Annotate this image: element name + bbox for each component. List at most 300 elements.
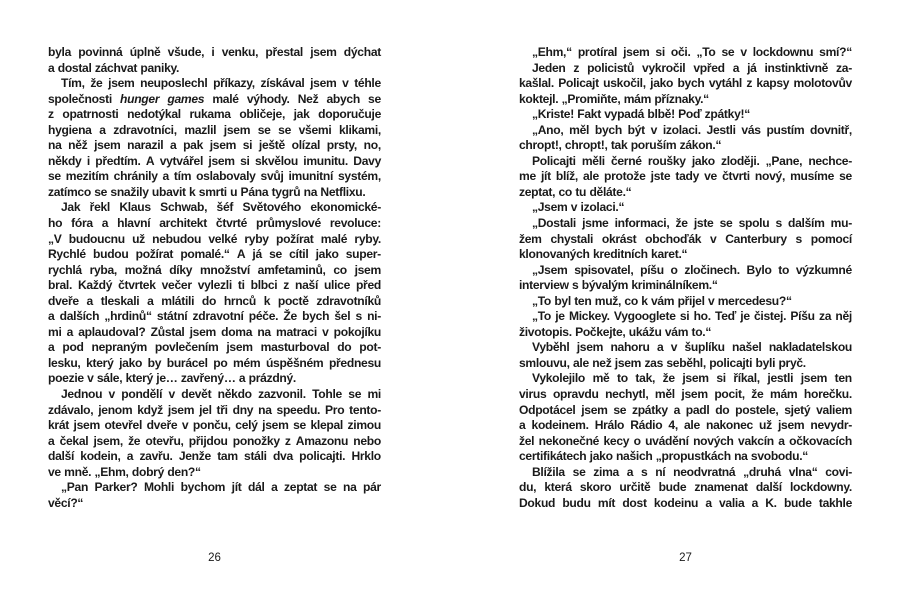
text-line [48,480,381,496]
word: zas [644,355,664,370]
text-line [48,496,381,512]
word: já [747,60,757,75]
word: uvádění [645,433,689,448]
word: se [48,169,61,184]
word: oslabovaly [196,169,256,184]
word: pot- [359,340,381,355]
word: snažily [110,184,149,199]
word: na [48,138,62,153]
word: pomocí [810,231,852,246]
text-line [48,371,381,387]
word: chystali [550,231,594,246]
word: jak [293,107,310,122]
word: s [640,464,648,479]
word: dovnitř, [810,122,852,137]
word: v [181,418,189,433]
word: určitě [619,480,651,495]
word: molotovův [793,76,852,91]
word: požírat [135,247,174,262]
word: jsem [581,402,608,417]
word: Policajt [558,76,599,91]
text-line [48,107,381,123]
word: vylezli [197,278,232,293]
word: si [240,153,250,168]
word: výzkumné [795,262,852,277]
word: nekonečné [538,433,600,448]
word: získával [260,76,305,91]
word: mlátili [161,293,195,308]
word: jste [693,216,714,231]
text-line [519,449,852,465]
word: mám [623,91,652,106]
word: Počkejte, [575,324,626,339]
word: obchoďák [645,231,702,246]
word: přijdou [188,433,228,448]
word: a [99,122,106,137]
word: a [48,60,55,75]
word: v [168,387,175,402]
word: z [573,60,580,75]
word: Mickey. [568,309,610,324]
text-line [519,434,852,450]
word: jsem [576,340,604,355]
text-line [519,138,852,154]
word: me [519,169,536,184]
word: Zůstal [150,324,185,339]
word: ulice [323,278,351,293]
word: jsem [108,76,135,91]
word: Tím, [61,76,85,91]
word: valia [718,495,745,510]
word: pomalé.“ [180,247,230,262]
word: přednesu [328,355,381,370]
text-line [519,263,852,279]
text-line [48,309,381,325]
page-number: 26 [208,552,221,564]
word: v [570,200,578,215]
word: byli [755,355,776,370]
word: a [48,309,55,324]
word: z [283,278,290,293]
word: ryby. [354,231,381,246]
word: si [655,45,665,59]
word: zákon.“ [679,138,722,153]
word: se [572,464,586,479]
word: si [716,371,726,386]
word: skvělou [254,153,298,168]
word: games [167,91,205,106]
word: v [87,371,94,386]
word: si [242,138,253,153]
word: příznaky.“ [654,91,709,106]
word: mezitím [65,169,109,184]
text-line [48,61,381,77]
word: ve [704,169,717,184]
word: zeptat, [519,184,556,199]
word: K. [765,495,777,510]
word: opatrnosti [62,107,119,122]
word: den?“ [167,464,201,479]
word: „Jsem [532,200,568,215]
word: něž [68,138,88,153]
word: Jenže [178,449,211,464]
word: se [257,122,271,137]
word: věcí?“ [48,495,84,510]
word: se [719,216,733,231]
word: před [355,278,381,293]
word: co [558,184,573,199]
word: „Pan [61,480,89,495]
word: policajti [709,355,753,370]
word: v [670,340,678,355]
word: Hrálo [594,418,625,433]
word: všemi [298,122,332,137]
word: Mohli [143,480,175,495]
text-line [519,356,852,372]
word: oči. [670,45,691,59]
word: v [108,387,115,402]
word: protíral [577,45,618,59]
word: vlna“ [788,464,818,479]
text-line [48,340,381,356]
word: kodeinu [653,495,699,510]
word: v [707,293,715,308]
word: s [572,278,579,293]
word: kriminálníkem.“ [631,278,718,293]
word: čtvrti [722,169,750,184]
word: předtím. [95,153,141,168]
word: doma [221,324,253,339]
word: za- [836,60,852,75]
word: jsme [582,216,609,231]
word: se [293,418,306,433]
word: další [755,480,782,495]
word: Než [297,91,319,106]
word: ale [583,169,599,184]
word: šel [334,309,351,324]
word: v [322,324,329,339]
word: záchvat [94,60,138,75]
word: krát [48,418,69,433]
word: jsem [777,418,805,433]
word: a [778,433,785,448]
word: našich [615,449,653,464]
word: takhle [818,495,852,510]
word: hunger [120,91,160,106]
word: zdravotní [192,309,244,324]
word: je [740,309,750,324]
word: vám [650,293,675,308]
word: k [189,184,196,199]
word: co [624,293,638,308]
word: poruším [630,138,677,153]
word: než [592,355,612,370]
word: čekal [59,433,89,448]
text-line [48,247,381,263]
word: mě [592,371,610,386]
word: dny [232,402,254,417]
word: jsem [226,340,253,355]
word: vpřed [693,60,725,75]
word: poezie [48,371,84,386]
word: vytvářel [159,153,204,168]
word: vám [664,324,689,339]
text-line [519,465,852,481]
word: virus [519,387,547,402]
word: informaci, [614,216,670,231]
word: mazlil [184,122,217,137]
text-line [48,76,381,92]
word: ho [48,216,63,231]
word: postele, [735,402,779,417]
text-line [519,418,852,434]
word: tím [173,169,192,184]
word: to [617,371,628,386]
word: se [348,387,362,402]
word: hlavní [117,216,151,231]
text-line [48,403,381,419]
word: pondělí [121,387,163,402]
word: nepraným [91,340,147,355]
word: fóra [71,216,93,231]
word: o [633,433,641,448]
word: mu- [830,216,852,231]
word: v [740,45,747,59]
word: na [734,449,748,464]
word: úspěšném [265,355,324,370]
word: masturboval [260,340,330,355]
word: Canterbury [725,231,787,246]
word: povinná [78,45,123,59]
word: nový, [754,169,786,184]
word: Poď [678,107,702,122]
text-line [48,154,381,170]
word: jsem [209,138,237,153]
word: a [751,495,759,510]
word: bych [594,122,622,137]
word: hygiena [48,122,92,137]
word: výhody. [246,91,290,106]
word: pustím [766,122,805,137]
word: horečku. [803,387,852,402]
word: děláte.“ [589,184,632,199]
word: karet.“ [651,247,688,262]
word: měl [654,387,675,402]
word: koktejl. [519,91,559,106]
word: Parker? [94,480,138,495]
text-line [48,434,381,450]
word: izolaci. [662,122,701,137]
word: očkovacích [789,433,852,448]
word: jít [540,169,551,184]
text-line [519,371,852,387]
word: by [147,355,162,370]
text-line [48,387,381,403]
text-line [519,45,852,61]
word: zločinech. [684,262,740,277]
word: jsem [167,402,195,417]
word: dýchat [343,45,381,59]
word: se [368,91,381,106]
word: uskočil, [603,76,646,91]
word: padl [685,402,710,417]
text-line [519,403,852,419]
word: vakcín [738,433,774,448]
word: byla [48,45,71,59]
word: si [679,309,690,324]
word: za [818,309,832,324]
word: instinktivně [764,60,829,75]
word: měl [569,122,590,137]
word: téhle [354,76,381,91]
word: s [355,309,362,324]
word: tento- [349,402,381,417]
word: zima [593,464,619,479]
word: otevřel [104,418,143,433]
word: vypadá [604,107,645,122]
word: bych [302,309,330,324]
word: „Promiňte, [561,91,621,106]
word: do [715,402,730,417]
word: Pána [240,184,269,199]
word: a [673,402,681,417]
word: „Ehm, [94,464,129,479]
word: se [269,247,282,262]
word: Teď [715,309,737,324]
word: povlečením [154,340,219,355]
word: Píšu [790,309,815,324]
word: bude [658,480,687,495]
word: do [201,293,217,308]
word: v [710,231,717,246]
word: spisovatel, [574,262,634,277]
word: spolu [738,216,770,231]
word: se [323,480,337,495]
word: ale [683,418,700,433]
word: nechytl, [605,387,649,402]
word: s [775,216,782,231]
word: smlouvu, [519,355,570,370]
word: jako [119,355,143,370]
word: systém, [337,169,381,184]
text-line [48,232,381,248]
word: kodein, [80,449,121,464]
word: „Dostali [532,216,576,231]
word: u [230,184,238,199]
word: budu [562,495,591,510]
word: na [303,184,318,199]
text-line [48,138,381,154]
text-line [519,309,852,325]
word: dveře [146,418,178,433]
word: ten [574,293,592,308]
word: životopis. [519,324,572,339]
text-line [48,169,381,185]
word: interview [519,278,569,293]
word: zpátky [631,402,668,417]
word: ještě [258,138,285,153]
word: čistej. [753,309,787,324]
word: jako [691,153,715,168]
word: úplně [129,45,161,59]
word: „Pane, [765,153,803,168]
word: tři [216,402,228,417]
word: jsem [682,371,709,386]
word: Schwab, [160,200,208,215]
word: ho. [693,309,711,324]
word: chropt!, [519,138,562,153]
word: jsem [614,355,642,370]
word: „V [48,231,62,246]
word: opravdu [552,387,599,402]
word: a [48,340,55,355]
word: imunitní [288,169,334,184]
word: a [271,480,278,495]
word: jsem [623,45,650,59]
word: architekt [159,216,207,231]
word: na [257,324,271,339]
word: to [778,262,790,277]
word: všude, [167,45,205,59]
word: valiem [816,402,852,417]
word: nebudou [152,231,202,246]
word: pak [183,138,204,153]
word: du, [519,480,537,495]
word: ve [48,464,61,479]
word: dveře [48,293,79,308]
word: a [48,433,55,448]
word: být [627,122,645,137]
word: matraci [275,324,317,339]
word: kodeinem. [531,418,589,433]
word: Každý [78,278,113,293]
word: rukama [189,107,231,122]
word: jsem [310,76,337,91]
word: Jeden [532,60,566,75]
word: lesku, [48,355,81,370]
text-line [519,340,852,356]
text-line [48,325,381,341]
word: stáli [244,449,267,464]
word: jsem [94,138,121,153]
page-right [454,0,907,605]
word: dva [272,449,293,464]
word: prázdný. [248,371,296,386]
word: sále, [96,371,123,386]
word: amfetaminů, [257,262,326,277]
word: tak [610,138,628,153]
word: který [125,371,153,386]
word: bral. [48,278,73,293]
word: se [613,402,627,417]
word: Tohle [312,387,342,402]
word: ten [834,371,852,386]
word: dost [622,495,647,510]
word: „druhá [743,464,781,479]
word: a [238,371,246,386]
word: Davy [353,153,381,168]
word: jestli [767,371,794,386]
word: která [544,480,572,495]
word: policajti. [299,449,346,464]
word: dál [248,480,265,495]
word: a [162,169,169,184]
word: jsem [310,45,337,59]
text-column [519,45,852,511]
text-line [519,169,852,185]
text-line [48,294,381,310]
word: k [263,293,271,308]
